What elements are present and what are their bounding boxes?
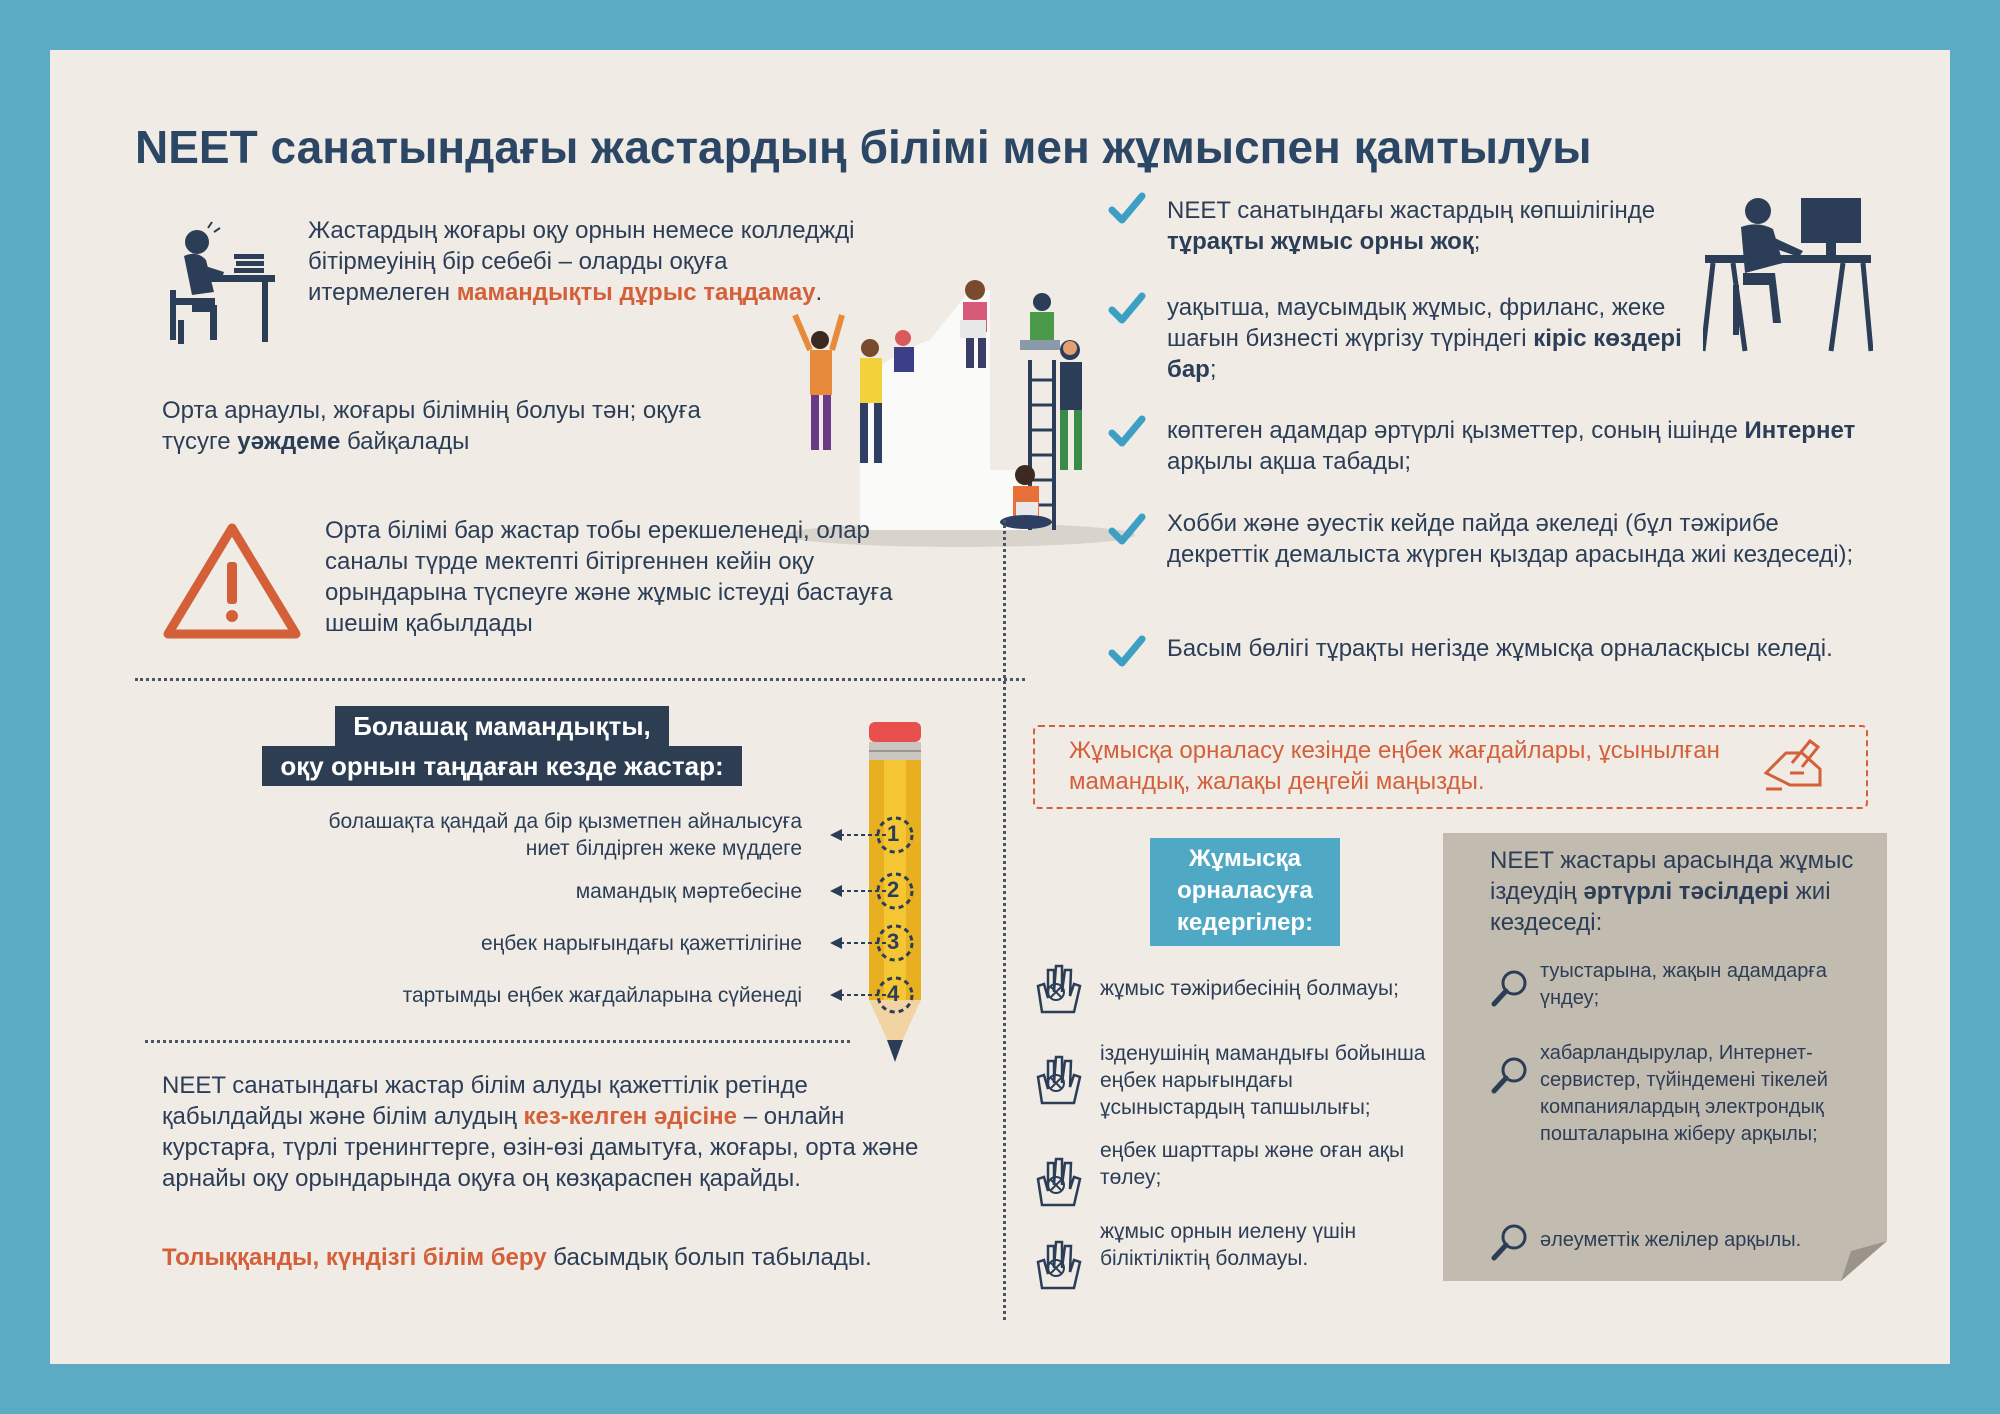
warning-icon (162, 520, 302, 642)
methods-title-bold: әртүрлі тәсілдері (1583, 878, 1790, 905)
check-item-bold: тұрақты жұмыс орны жоқ (1167, 228, 1474, 255)
office-worker-icon (1703, 193, 1873, 353)
young-people-illustration (780, 230, 1140, 550)
infographic-card (50, 50, 1950, 1364)
choose-item-number: 1 (887, 821, 900, 846)
center-divider (1003, 520, 1006, 1320)
stop-hand-icon (1032, 1238, 1082, 1294)
choose-item-label: тартымды еңбек жағдайларына сүйенеді (402, 984, 802, 1007)
reason-highlight: мамандықты дұрыс таңдамау (456, 279, 816, 306)
motivation-text-start: Орта арнаулы, жоғары білімнің болуы тән; оқуға түсуге (162, 397, 701, 455)
methods-title-start: NEET жастары арасында жұмыс іздеудің (1490, 847, 1854, 905)
check-icon (1108, 415, 1146, 449)
check-item (1167, 292, 1687, 385)
choose-header-line-1: Болашақ мамандықты, (335, 706, 669, 746)
check-item-end: ; (1209, 356, 1217, 383)
choose-criteria-header (242, 706, 762, 786)
education-text-end: – онлайн курстарға, түрлі тренингтерге, өзін-өзі дамытуға, жоғары, орта және арнайы оқу орындарында оқуға оң көзқараспен қарайды. (162, 1103, 919, 1192)
check-item-end: ; (1473, 228, 1481, 255)
barriers-title-line-2: орналасуға (1177, 877, 1313, 904)
barrier-item: еңбек шарттары және оған ақы төлеу; (1100, 1139, 1405, 1189)
barriers-label (1150, 838, 1340, 946)
warning-text: Орта білімі бар жастар тобы ерекшеленеді, олар саналы түрде мектепті бітіргеннен кейін оқу орындарына түспеуге және жұмыс істеуді бастауға шешім қабылдады (325, 517, 893, 637)
check-item (1167, 415, 1867, 477)
stop-hand-icon (1032, 962, 1082, 1018)
conditions-note (1033, 725, 1868, 809)
barrier-item: жұмыс орнын иелену үшін біліктіліктің болмауы. (1100, 1220, 1357, 1270)
student-desk-icon (162, 220, 277, 345)
methods-title-end: жиі кездеседі: (1490, 878, 1831, 936)
reason-text-start: Жастардың жоғары оқу орнын немесе колледжді бітірмеуінің бір себебі – оларды оқуға итермелеген (308, 217, 855, 306)
priority-highlight: Толыққанды, күндізгі білім беру (162, 1244, 547, 1271)
choose-header-line-2: оқу орнын таңдаған кезде жастар: (262, 746, 741, 786)
priority-text-end: басымдық болып табылады. (546, 1244, 872, 1271)
choose-item-label-line-2: ниет білдірген жеке мүддеге (525, 837, 802, 860)
check-item-text: NEET санатындағы жастардың көпшілігінде (1167, 197, 1656, 224)
choose-item-label (242, 808, 802, 862)
check-item-text: уақытша, маусымдық жұмыс, фриланс, жеке шағын бизнесті жүргізу түріндегі (1167, 294, 1666, 352)
choose-item-label: еңбек нарығындағы қажеттілігіне (480, 932, 802, 955)
choose-item-label-line-1: болашақта қандай да бір қызметпен айналысуға (328, 810, 802, 833)
check-item: Басым бөлігі тұрақты негізде жұмысқа орналасқысы келеді. (1167, 635, 1833, 662)
handshake-icon (1762, 733, 1832, 795)
check-icon (1108, 292, 1146, 326)
motivation-text-end: байқалады (340, 428, 470, 455)
check-icon (1108, 635, 1146, 669)
magnifier-icon (1490, 1222, 1530, 1262)
choose-item-number: 3 (887, 929, 900, 954)
arrow-left-icon (830, 883, 890, 899)
reason-text-end: . (815, 279, 823, 306)
method-item: әлеуметтік желілер арқылы. (1540, 1229, 1802, 1251)
barriers-title-line-3: кедергілер: (1176, 909, 1314, 936)
barrier-item: жұмыс тәжірибесінің болмауы; (1100, 977, 1399, 1000)
education-highlight: кез-келген әдісіне (523, 1103, 738, 1130)
check-icon (1108, 513, 1146, 547)
priority-text (162, 1242, 942, 1273)
check-item: Хобби және әуестік кейде пайда әкеледі (бұл тәжірибе декреттік демалыста жүрген қыздар арасында жиі кездеседі); (1167, 510, 1854, 568)
barriers-title-line-1: Жұмысқа (1189, 845, 1301, 872)
check-icon (1108, 192, 1146, 226)
check-item (1167, 195, 1687, 257)
check-item-end: арқылы ақша табады; (1167, 448, 1412, 475)
conditions-text: Жұмысқа орналасу кезінде еңбек жағдайлары, ұсынылған мамандық, жалақы деңгейі маңызды. (1069, 737, 1720, 795)
choose-item-number: 2 (887, 877, 900, 902)
method-item: хабарландырулар, Интернет-сервистер, түйіндемені тікелей компаниялардың электрондық пошталарына жіберу арқылы; (1540, 1042, 1828, 1145)
stop-hand-icon (1032, 1053, 1082, 1109)
magnifier-icon (1490, 968, 1530, 1008)
method-item: туыстарына, жақын адамдарға үндеу; (1540, 960, 1827, 1009)
check-item-bold: Интернет (1744, 417, 1856, 444)
arrow-left-icon (830, 987, 890, 1003)
motivation-highlight: уәждеме (237, 428, 341, 455)
page-title: NEET санатындағы жастардың білімі мен жұмыспен қамтылуы (135, 121, 1592, 173)
choose-item-label: мамандық мәртебесіне (575, 880, 802, 903)
motivation-text (162, 395, 722, 457)
search-methods-title (1490, 845, 1860, 938)
magnifier-icon (1490, 1055, 1530, 1095)
choose-item-number: 4 (887, 981, 900, 1006)
check-item-text: көптеген адамдар әртүрлі қызметтер, соның ішінде (1167, 417, 1745, 444)
stop-hand-icon (1032, 1155, 1082, 1211)
education-text-start: NEET санатындағы жастар білім алуды қажеттілік ретінде қабылдайды және білім алудың (162, 1072, 808, 1130)
barrier-item: ізденушінің мамандығы бойынша еңбек нарығындағы ұсыныстардың тапшылығы; (1100, 1042, 1426, 1119)
education-text (162, 1070, 942, 1194)
arrow-left-icon (830, 935, 890, 951)
lower-left-divider (145, 1040, 850, 1043)
left-divider (135, 678, 1025, 681)
arrow-left-icon (830, 827, 890, 843)
check-item-bold: кіріс көздері бар (1167, 325, 1682, 383)
